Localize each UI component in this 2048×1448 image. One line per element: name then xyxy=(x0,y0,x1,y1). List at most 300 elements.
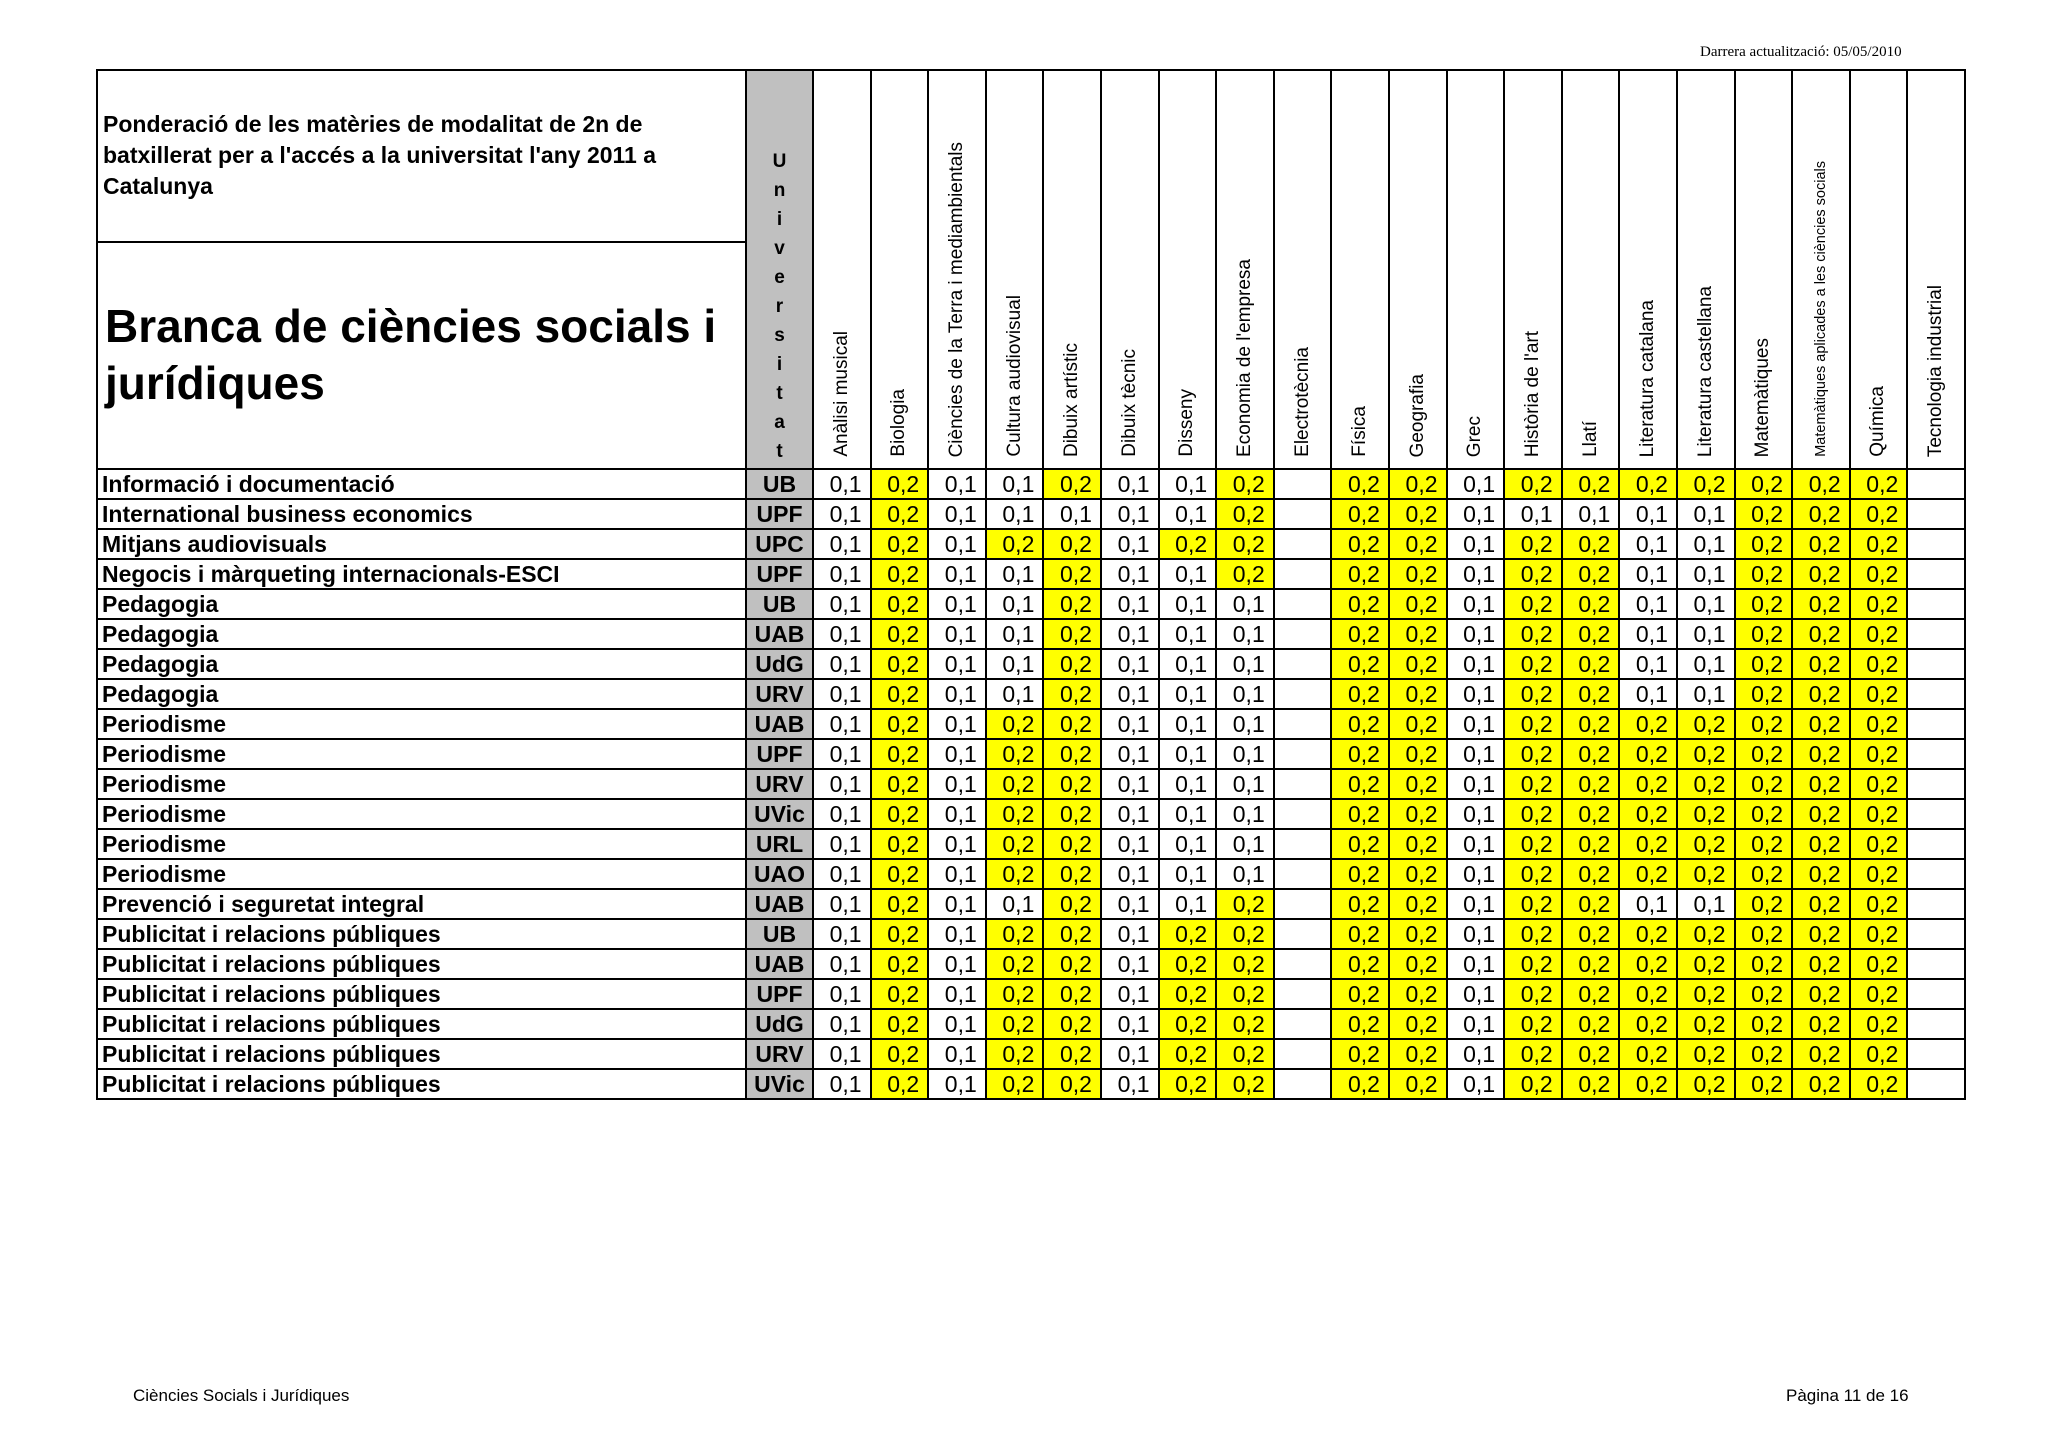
weight-cell: 0,1 xyxy=(1159,739,1217,769)
degree-name: Publicitat i relacions públiques xyxy=(97,919,746,949)
weight-cell xyxy=(1274,619,1332,649)
weight-cell xyxy=(1907,919,1965,949)
weight-cell: 0,2 xyxy=(1562,829,1620,859)
weight-cell: 0,1 xyxy=(1447,979,1505,1009)
degree-name: Publicitat i relacions públiques xyxy=(97,1009,746,1039)
weight-cell: 0,2 xyxy=(1504,829,1562,859)
subject-header-label: Física xyxy=(1349,406,1371,457)
weight-cell: 0,2 xyxy=(1850,799,1908,829)
weight-cell: 0,1 xyxy=(813,529,871,559)
weight-cell: 0,2 xyxy=(1619,829,1677,859)
weight-cell: 0,2 xyxy=(1792,829,1850,859)
weight-cell: 0,1 xyxy=(1619,529,1677,559)
weight-cell: 0,2 xyxy=(1735,559,1793,589)
university-code: UAB xyxy=(746,619,813,649)
weight-cell xyxy=(1274,1039,1332,1069)
weight-cell: 0,2 xyxy=(1562,739,1620,769)
subject-header xyxy=(1562,70,1620,469)
weight-cell: 0,2 xyxy=(871,1069,929,1099)
weight-cell: 0,2 xyxy=(1735,619,1793,649)
weight-cell: 0,2 xyxy=(1735,979,1793,1009)
weight-cell xyxy=(1907,739,1965,769)
weight-cell xyxy=(1274,1009,1332,1039)
universitat-column-header xyxy=(746,70,813,469)
weight-cell xyxy=(1274,469,1332,499)
weight-cell xyxy=(1274,739,1332,769)
weight-cell: 0,2 xyxy=(1677,769,1735,799)
weight-cell: 0,1 xyxy=(986,559,1044,589)
weight-cell: 0,2 xyxy=(1735,1009,1793,1039)
weight-cell: 0,1 xyxy=(813,649,871,679)
subject-header-label: Disseny xyxy=(1176,389,1198,457)
university-code: URV xyxy=(746,769,813,799)
subject-header-label: Grec xyxy=(1464,415,1486,457)
weight-cell: 0,1 xyxy=(1447,589,1505,619)
weight-cell: 0,2 xyxy=(1850,589,1908,619)
weight-cell: 0,2 xyxy=(1735,469,1793,499)
weight-cell: 0,2 xyxy=(871,739,929,769)
weight-cell: 0,2 xyxy=(1677,829,1735,859)
weight-cell: 0,2 xyxy=(1619,949,1677,979)
weight-cell: 0,2 xyxy=(1331,529,1389,559)
weight-cell: 0,1 xyxy=(1447,919,1505,949)
weight-cell: 0,2 xyxy=(1331,1039,1389,1069)
weight-cell: 0,1 xyxy=(1216,829,1274,859)
weight-cell: 0,2 xyxy=(871,649,929,679)
weight-cell: 0,2 xyxy=(1562,649,1620,679)
weight-cell: 0,1 xyxy=(1677,889,1735,919)
weight-cell: 0,2 xyxy=(1677,739,1735,769)
weight-cell: 0,2 xyxy=(1389,829,1447,859)
weight-cell: 0,2 xyxy=(1331,859,1389,889)
weight-cell xyxy=(1907,1039,1965,1069)
weight-cell: 0,1 xyxy=(928,559,986,589)
weight-cell: 0,2 xyxy=(1850,559,1908,589)
weight-cell: 0,1 xyxy=(1101,649,1159,679)
weight-cell: 0,2 xyxy=(871,619,929,649)
weight-cell: 0,1 xyxy=(1447,889,1505,919)
weight-cell: 0,2 xyxy=(1792,679,1850,709)
weight-cell xyxy=(1274,589,1332,619)
weight-cell: 0,2 xyxy=(1850,739,1908,769)
weight-cell: 0,1 xyxy=(1447,949,1505,979)
weight-cell: 0,2 xyxy=(1619,469,1677,499)
weight-cell: 0,2 xyxy=(1389,1039,1447,1069)
weight-cell: 0,2 xyxy=(1792,499,1850,529)
subject-header xyxy=(1274,70,1332,469)
weight-cell: 0,2 xyxy=(1735,709,1793,739)
weight-cell xyxy=(1907,949,1965,979)
universitat-letter: t xyxy=(776,441,783,462)
table-row xyxy=(97,1069,1965,1099)
weight-cell: 0,1 xyxy=(986,619,1044,649)
weight-cell: 0,2 xyxy=(986,1009,1044,1039)
footer-page-number: Pàgina 11 de 16 xyxy=(1786,1386,1909,1405)
weight-cell: 0,2 xyxy=(1562,979,1620,1009)
weight-cell xyxy=(1274,559,1332,589)
weight-cell: 0,2 xyxy=(1504,529,1562,559)
weight-cell: 0,1 xyxy=(1101,889,1159,919)
weight-cell: 0,1 xyxy=(813,979,871,1009)
weight-cell: 0,2 xyxy=(1216,919,1274,949)
weight-cell: 0,1 xyxy=(928,679,986,709)
weight-cell: 0,2 xyxy=(1619,709,1677,739)
weight-cell xyxy=(1907,559,1965,589)
weight-cell: 0,1 xyxy=(928,919,986,949)
weight-cell: 0,2 xyxy=(1792,649,1850,679)
weight-cell: 0,2 xyxy=(1216,529,1274,559)
degree-name: Mitjans audiovisuals xyxy=(97,529,746,559)
universitat-letter: i xyxy=(776,209,783,230)
weight-cell: 0,2 xyxy=(1735,589,1793,619)
weight-cell: 0,2 xyxy=(1619,919,1677,949)
subject-header xyxy=(1447,70,1505,469)
weight-cell: 0,2 xyxy=(1735,649,1793,679)
weight-cell: 0,2 xyxy=(1850,949,1908,979)
weight-cell: 0,1 xyxy=(1677,649,1735,679)
weight-cell: 0,1 xyxy=(1677,559,1735,589)
weight-cell: 0,2 xyxy=(1389,499,1447,529)
table-row xyxy=(97,829,1965,859)
weight-cell: 0,2 xyxy=(1043,859,1101,889)
weight-cell: 0,2 xyxy=(1216,1009,1274,1039)
weight-cell: 0,2 xyxy=(1389,949,1447,979)
weight-cell: 0,1 xyxy=(1619,559,1677,589)
weight-cell: 0,2 xyxy=(1850,499,1908,529)
weight-cell: 0,2 xyxy=(1043,979,1101,1009)
weight-cell: 0,2 xyxy=(1562,919,1620,949)
weight-cell: 0,2 xyxy=(1792,949,1850,979)
weight-cell: 0,2 xyxy=(1389,799,1447,829)
subject-header-label: Geografia xyxy=(1406,373,1428,457)
weight-cell: 0,2 xyxy=(1735,769,1793,799)
weight-cell: 0,2 xyxy=(1850,1069,1908,1099)
weight-cell: 0,1 xyxy=(928,1039,986,1069)
weight-cell: 0,1 xyxy=(1159,469,1217,499)
weight-cell: 0,2 xyxy=(1043,589,1101,619)
table-row xyxy=(97,919,1965,949)
footer-section-name: Ciències Socials i Jurídiques xyxy=(133,1386,350,1405)
weight-cell: 0,2 xyxy=(1389,889,1447,919)
weight-cell: 0,1 xyxy=(1101,499,1159,529)
weight-cell: 0,2 xyxy=(1850,919,1908,949)
subject-header xyxy=(986,70,1044,469)
subject-header-label: Economia de l'empresa xyxy=(1233,259,1255,457)
weight-cell: 0,2 xyxy=(1792,769,1850,799)
weight-cell: 0,2 xyxy=(1043,949,1101,979)
weight-cell: 0,2 xyxy=(1216,559,1274,589)
universitat-letter: i xyxy=(776,354,783,375)
weight-cell: 0,2 xyxy=(986,979,1044,1009)
weight-cell: 0,2 xyxy=(1043,1009,1101,1039)
weight-cell: 0,2 xyxy=(1677,1039,1735,1069)
weight-cell xyxy=(1907,499,1965,529)
weight-cell: 0,1 xyxy=(1447,1039,1505,1069)
weight-cell: 0,1 xyxy=(1216,769,1274,799)
weight-cell: 0,1 xyxy=(928,859,986,889)
weight-cell: 0,2 xyxy=(1850,619,1908,649)
weight-cell: 0,2 xyxy=(1504,1039,1562,1069)
weight-cell: 0,2 xyxy=(1677,979,1735,1009)
weight-cell: 0,2 xyxy=(1850,649,1908,679)
weight-cell: 0,2 xyxy=(1735,739,1793,769)
subject-header xyxy=(1101,70,1159,469)
weight-cell: 0,2 xyxy=(1850,529,1908,559)
table-row xyxy=(97,589,1965,619)
weight-cell: 0,2 xyxy=(1850,889,1908,919)
weight-cell: 0,1 xyxy=(928,769,986,799)
subject-header-label: Literatura catalana xyxy=(1637,299,1659,457)
weight-cell: 0,1 xyxy=(1447,1009,1505,1039)
subject-header-label: Matemàtiques aplicades a les ciències socials xyxy=(1812,161,1829,457)
weight-cell: 0,1 xyxy=(813,1069,871,1099)
table-row xyxy=(97,469,1965,499)
weight-cell: 0,2 xyxy=(1735,1039,1793,1069)
weight-cell: 0,2 xyxy=(1043,1039,1101,1069)
weight-cell: 0,2 xyxy=(871,709,929,739)
universitat-letter: e xyxy=(774,267,785,288)
weight-cell: 0,2 xyxy=(1735,679,1793,709)
weight-cell: 0,2 xyxy=(1389,559,1447,589)
weight-cell xyxy=(1907,529,1965,559)
table-body xyxy=(97,469,1965,1099)
weight-cell xyxy=(1274,829,1332,859)
weight-cell: 0,1 xyxy=(1216,799,1274,829)
weight-cell: 0,1 xyxy=(1216,709,1274,739)
weight-cell: 0,2 xyxy=(1389,619,1447,649)
degree-name: Publicitat i relacions públiques xyxy=(97,1069,746,1099)
subject-header-label: Biologia xyxy=(888,389,910,457)
table-row xyxy=(97,799,1965,829)
weight-cell: 0,2 xyxy=(1504,949,1562,979)
weight-cell: 0,1 xyxy=(1101,1039,1159,1069)
degree-name: Periodisme xyxy=(97,709,746,739)
university-code: UPF xyxy=(746,499,813,529)
weight-cell: 0,2 xyxy=(1562,769,1620,799)
weight-cell: 0,1 xyxy=(1101,829,1159,859)
degree-name: Pedagogia xyxy=(97,649,746,679)
weight-cell: 0,2 xyxy=(1792,529,1850,559)
table-row xyxy=(97,1039,1965,1069)
weight-cell: 0,2 xyxy=(871,919,929,949)
weight-cell xyxy=(1907,649,1965,679)
weight-cell: 0,2 xyxy=(1043,649,1101,679)
weight-cell: 0,2 xyxy=(1850,829,1908,859)
weight-cell xyxy=(1274,499,1332,529)
degree-name: Periodisme xyxy=(97,859,746,889)
weight-cell: 0,2 xyxy=(1331,589,1389,619)
weight-cell: 0,2 xyxy=(1504,919,1562,949)
weight-cell: 0,1 xyxy=(928,709,986,739)
weight-cell: 0,1 xyxy=(1159,889,1217,919)
university-code: UVic xyxy=(746,799,813,829)
weight-cell: 0,1 xyxy=(1101,619,1159,649)
weight-cell: 0,2 xyxy=(1331,1009,1389,1039)
weight-cell: 0,1 xyxy=(1101,469,1159,499)
weight-cell: 0,2 xyxy=(1677,949,1735,979)
subject-header xyxy=(1216,70,1274,469)
weight-cell: 0,2 xyxy=(1792,889,1850,919)
weight-cell xyxy=(1274,919,1332,949)
weight-cell: 0,2 xyxy=(1850,769,1908,799)
weight-cell: 0,2 xyxy=(1159,949,1217,979)
subject-header xyxy=(1331,70,1389,469)
weight-cell: 0,2 xyxy=(871,949,929,979)
weight-cell: 0,2 xyxy=(871,679,929,709)
weight-cell: 0,2 xyxy=(986,769,1044,799)
weight-cell: 0,2 xyxy=(1389,919,1447,949)
weight-cell: 0,2 xyxy=(1389,529,1447,559)
weight-cell: 0,2 xyxy=(1619,1009,1677,1039)
weight-cell: 0,2 xyxy=(1331,889,1389,919)
weight-cell xyxy=(1274,529,1332,559)
university-code: UPF xyxy=(746,559,813,589)
weight-cell: 0,1 xyxy=(1619,889,1677,919)
weight-cell: 0,1 xyxy=(813,709,871,739)
weight-cell: 0,2 xyxy=(1619,979,1677,1009)
weight-cell: 0,2 xyxy=(1504,889,1562,919)
weight-cell: 0,1 xyxy=(1216,859,1274,889)
subject-header xyxy=(1159,70,1217,469)
weight-cell: 0,1 xyxy=(1447,499,1505,529)
weight-cell: 0,2 xyxy=(871,1009,929,1039)
weight-cell: 0,1 xyxy=(1216,649,1274,679)
weight-cell: 0,2 xyxy=(1792,469,1850,499)
weight-cell: 0,2 xyxy=(1792,709,1850,739)
degree-name: Informació i documentació xyxy=(97,469,746,499)
weight-cell xyxy=(1907,979,1965,1009)
university-code: UAB xyxy=(746,949,813,979)
subject-header-label: Tecnologia industrial xyxy=(1925,284,1947,457)
universitat-letter: r xyxy=(775,296,784,317)
subject-header-label: Llatí xyxy=(1579,421,1601,457)
subject-header xyxy=(1735,70,1793,469)
weight-cell: 0,2 xyxy=(871,889,929,919)
degree-name: Pedagogia xyxy=(97,619,746,649)
weight-cell: 0,2 xyxy=(1389,859,1447,889)
weight-cell: 0,2 xyxy=(1792,919,1850,949)
weight-cell: 0,2 xyxy=(1735,829,1793,859)
weight-cell: 0,1 xyxy=(1619,499,1677,529)
weight-cell xyxy=(1274,799,1332,829)
weight-cell: 0,1 xyxy=(928,649,986,679)
weight-cell: 0,2 xyxy=(871,589,929,619)
weight-cell: 0,1 xyxy=(928,799,986,829)
weight-cell: 0,2 xyxy=(871,799,929,829)
weight-cell: 0,2 xyxy=(1562,559,1620,589)
weight-cell xyxy=(1907,859,1965,889)
subject-header xyxy=(928,70,986,469)
weight-cell: 0,2 xyxy=(1792,739,1850,769)
universitat-letter: s xyxy=(774,325,785,346)
weight-cell: 0,2 xyxy=(1677,709,1735,739)
weight-cell: 0,1 xyxy=(1159,589,1217,619)
weight-cell: 0,1 xyxy=(928,499,986,529)
weight-cell: 0,2 xyxy=(1043,619,1101,649)
table-row xyxy=(97,769,1965,799)
weight-cell: 0,1 xyxy=(1619,679,1677,709)
weight-cell: 0,2 xyxy=(1216,1039,1274,1069)
weight-cell: 0,1 xyxy=(813,1039,871,1069)
degree-name: Pedagogia xyxy=(97,679,746,709)
weight-cell: 0,2 xyxy=(871,1039,929,1069)
university-code: UB xyxy=(746,469,813,499)
weight-cell: 0,1 xyxy=(1159,859,1217,889)
weight-cell: 0,2 xyxy=(1504,559,1562,589)
universitat-letter: a xyxy=(774,412,785,433)
table-row xyxy=(97,679,1965,709)
weight-cell: 0,1 xyxy=(1216,739,1274,769)
weight-cell: 0,2 xyxy=(1331,739,1389,769)
weight-cell: 0,2 xyxy=(1331,559,1389,589)
weight-cell: 0,2 xyxy=(1677,859,1735,889)
weight-cell: 0,2 xyxy=(1619,769,1677,799)
weight-cell: 0,2 xyxy=(1216,469,1274,499)
weight-cell: 0,2 xyxy=(1850,469,1908,499)
weight-cell: 0,2 xyxy=(1735,1069,1793,1099)
weight-cell xyxy=(1274,979,1332,1009)
subject-header xyxy=(1907,70,1965,469)
weight-cell: 0,2 xyxy=(1619,739,1677,769)
weight-cell: 0,2 xyxy=(1504,709,1562,739)
weight-cell: 0,1 xyxy=(1447,709,1505,739)
weight-cell: 0,1 xyxy=(1101,589,1159,619)
weighting-table xyxy=(96,69,1966,1100)
weight-cell xyxy=(1274,1069,1332,1099)
degree-name: Publicitat i relacions públiques xyxy=(97,979,746,1009)
weight-cell: 0,1 xyxy=(1101,1009,1159,1039)
weight-cell: 0,2 xyxy=(1331,799,1389,829)
weight-cell: 0,2 xyxy=(1504,769,1562,799)
weight-cell: 0,2 xyxy=(1331,979,1389,1009)
table-row xyxy=(97,529,1965,559)
weight-cell: 0,1 xyxy=(928,1069,986,1099)
last-update-date: Darrera actualització: 05/05/2010 xyxy=(1700,44,1902,60)
weight-cell: 0,2 xyxy=(1850,859,1908,889)
degree-name: Periodisme xyxy=(97,769,746,799)
university-code: UdG xyxy=(746,649,813,679)
weight-cell: 0,1 xyxy=(928,889,986,919)
university-code: UB xyxy=(746,589,813,619)
weight-cell: 0,1 xyxy=(1447,469,1505,499)
weight-cell: 0,2 xyxy=(1562,529,1620,559)
weight-cell: 0,2 xyxy=(871,979,929,1009)
branch-title: Branca de ciències socials i jurídiques xyxy=(97,242,746,469)
weight-cell: 0,2 xyxy=(986,949,1044,979)
weight-cell: 0,1 xyxy=(1101,769,1159,799)
weight-cell: 0,2 xyxy=(1389,1069,1447,1099)
weight-cell: 0,2 xyxy=(871,829,929,859)
weight-cell xyxy=(1907,829,1965,859)
weight-cell: 0,1 xyxy=(1101,919,1159,949)
weight-cell: 0,2 xyxy=(1216,979,1274,1009)
weight-cell: 0,1 xyxy=(1447,1069,1505,1099)
weight-cell: 0,1 xyxy=(1562,499,1620,529)
weight-cell: 0,2 xyxy=(1562,1009,1620,1039)
weight-cell: 0,1 xyxy=(928,949,986,979)
weight-cell: 0,1 xyxy=(1159,559,1217,589)
subject-header xyxy=(1850,70,1908,469)
weight-cell: 0,2 xyxy=(1216,889,1274,919)
weight-cell: 0,1 xyxy=(813,829,871,859)
weight-cell: 0,2 xyxy=(1331,949,1389,979)
weight-cell: 0,2 xyxy=(1389,679,1447,709)
weight-cell: 0,2 xyxy=(1792,619,1850,649)
weight-cell: 0,1 xyxy=(1159,709,1217,739)
universitat-letter: t xyxy=(776,383,783,404)
degree-name: Periodisme xyxy=(97,739,746,769)
weight-cell: 0,1 xyxy=(928,829,986,859)
